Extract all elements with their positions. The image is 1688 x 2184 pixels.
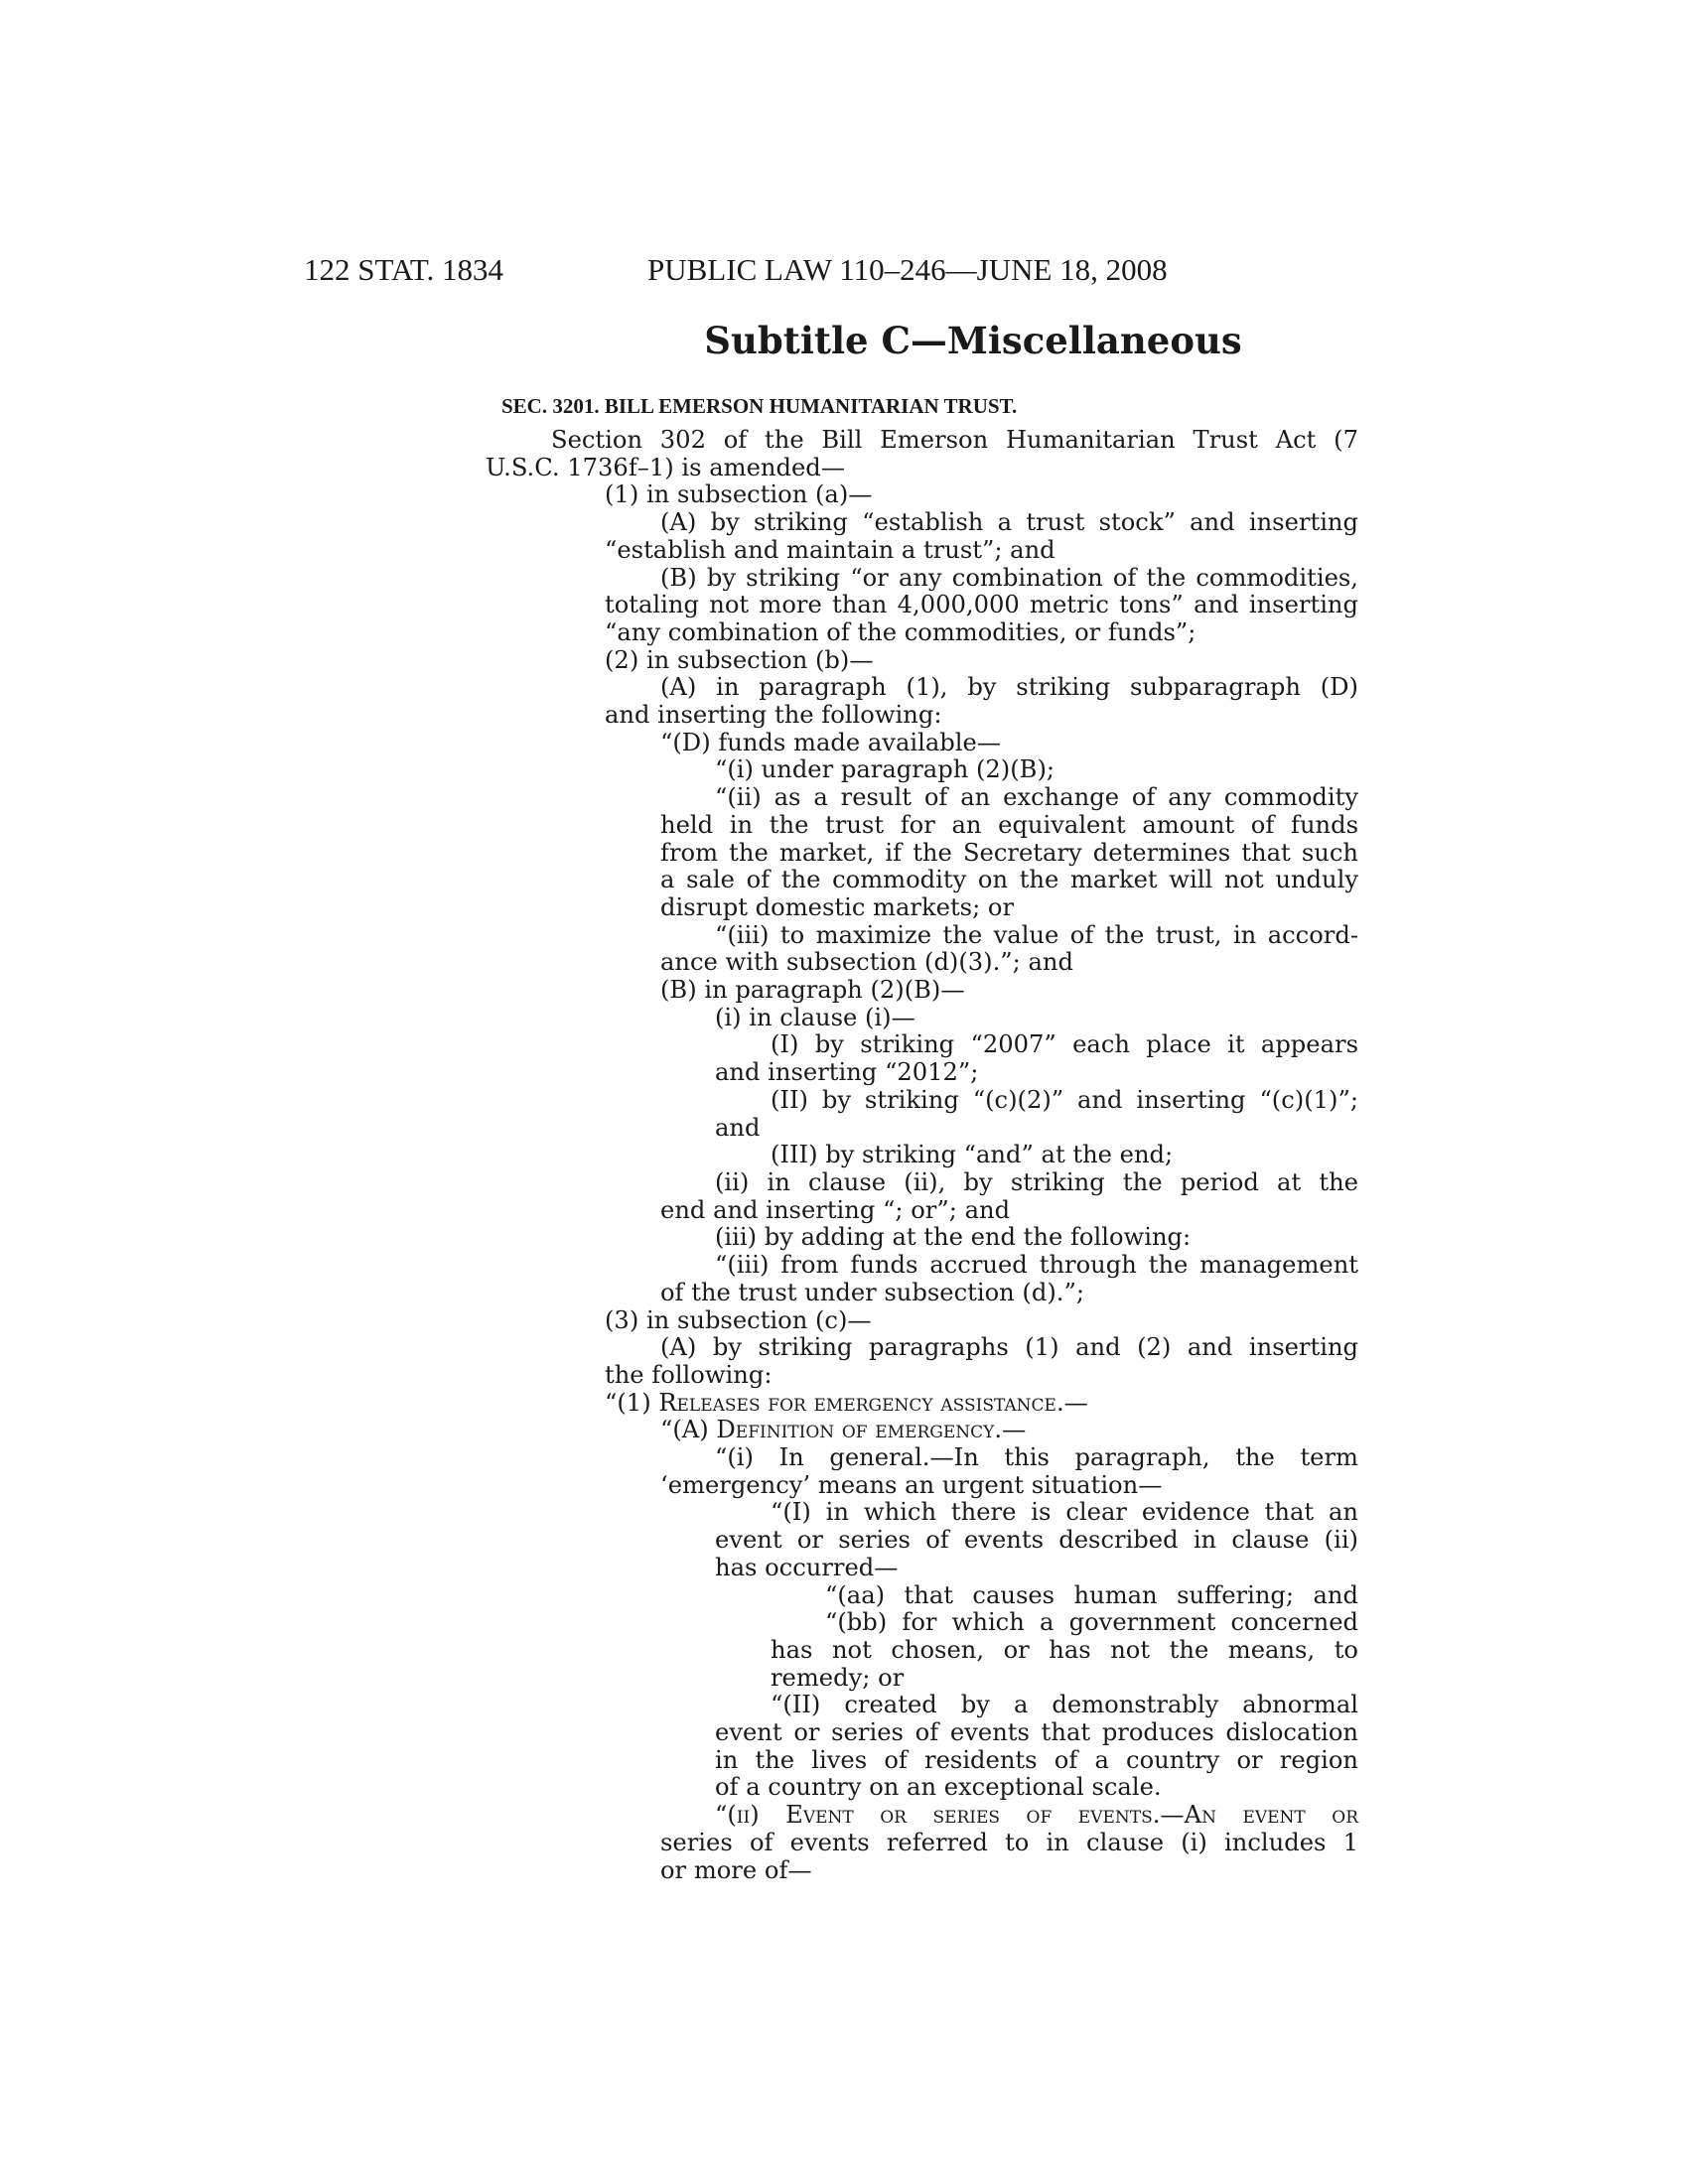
text-line: ‘emergency’ means an urgent situation— — [660, 1470, 1163, 1499]
text-line: disrupt domestic markets; or — [660, 892, 1015, 921]
text-line: “(iii) to maximize the value of the trust, in accord- — [715, 920, 1358, 949]
text-line: (1) in subsection (a)— — [605, 480, 873, 509]
text-line: “(ii) Event or series of events.—An event or — [715, 1801, 1358, 1830]
text-line: “establish and maintain a trust”; and — [605, 535, 1055, 564]
text-line: remedy; or — [771, 1663, 905, 1692]
text-line: (A) by striking paragraphs (1) and (2) and inserting — [660, 1333, 1358, 1362]
text-line: “(i) In general.—In this paragraph, the term — [715, 1443, 1358, 1472]
text-line: from the market, if the Secretary determines that such — [660, 838, 1358, 867]
text-line: held in the trust for an equivalent amount of funds — [660, 810, 1358, 839]
text-line: Section 302 of the Bill Emerson Humanitarian Trust Act (7 — [551, 426, 1358, 454]
text-line: or more of— — [660, 1855, 812, 1884]
text-line: event or series of events that produces dislocation — [715, 1718, 1358, 1747]
text-line: (B) in paragraph (2)(B)— — [660, 976, 965, 1005]
text-line: in the lives of residents of a country or region — [715, 1745, 1358, 1774]
text-line: “(I) in which there is clear evidence that an — [771, 1498, 1358, 1527]
text-line: of a country on an exceptional scale. — [715, 1773, 1162, 1802]
running-header — [0, 250, 1688, 290]
text-line: “(ii) as a result of an exchange of any commodity — [715, 783, 1358, 812]
subtitle-heading — [0, 316, 1688, 365]
subtitle-text: Subtitle C—Miscellaneous — [704, 319, 1242, 362]
text-line: “(D) funds made available— — [660, 728, 1001, 756]
text-line: and inserting “2012”; — [715, 1058, 979, 1087]
text-line: “(1) Releases for emergency assistance.— — [605, 1388, 1088, 1417]
section-heading: SEC. 3201. BILL EMERSON HUMANITARIAN TRUST. — [501, 394, 1018, 418]
text-line: “(bb) for which a government concerned — [825, 1608, 1358, 1637]
text-line: (iii) by adding at the end the following: — [715, 1223, 1192, 1252]
text-line: end and inserting “; or”; and — [660, 1195, 1011, 1224]
text-line: “(A) Definition of emergency.— — [660, 1416, 1027, 1444]
text-line: U.S.C. 1736f–1) is amended— — [486, 453, 845, 481]
text-line: (I) by striking “2007” each place it appears — [771, 1030, 1358, 1059]
text-line: “(aa) that causes human suffering; and — [825, 1580, 1358, 1609]
text-line: ance with subsection (d)(3).”; and — [660, 948, 1073, 977]
text-line: (A) by striking “establish a trust stock” and inserting — [660, 508, 1358, 537]
text-line: (i) in clause (i)— — [715, 1003, 915, 1031]
text-line: (B) by striking “or any combination of the commodities, — [660, 563, 1358, 592]
text-line: totaling not more than 4,000,000 metric tons” and inserting — [605, 591, 1358, 619]
text-line: (A) in paragraph (1), by striking subparagraph (D) — [660, 673, 1358, 702]
text-line: (3) in subsection (c)— — [605, 1305, 872, 1334]
text-line: a sale of the commodity on the market will not unduly — [660, 866, 1358, 894]
statute-page-number: 122 STAT. 1834 — [304, 252, 504, 287]
text-line: has occurred— — [715, 1553, 899, 1581]
text-line: “(II) created by a demonstrably abnormal — [771, 1691, 1358, 1719]
text-line: “any combination of the commodities, or funds”; — [605, 617, 1196, 646]
text-line: and inserting the following: — [605, 701, 942, 730]
text-line: (II) by striking “(c)(2)” and inserting “(c)(1)”; — [771, 1085, 1358, 1114]
text-line: “(iii) from funds accrued through the management — [715, 1251, 1358, 1280]
section-body — [0, 427, 1688, 1884]
text-line: of the trust under subsection (d).”; — [660, 1278, 1084, 1306]
text-line: the following: — [605, 1360, 773, 1389]
text-line: event or series of events described in clause (ii) — [715, 1526, 1358, 1555]
text-line: (2) in subsection (b)— — [605, 645, 874, 674]
text-line: and — [715, 1113, 761, 1142]
text-line: (ii) in clause (ii), by striking the period at the — [715, 1167, 1358, 1196]
text-line: (III) by striking “and” at the end; — [771, 1141, 1174, 1169]
text-line: series of events referred to in clause (i) includes 1 — [660, 1828, 1358, 1856]
text-line: “(i) under paragraph (2)(B); — [715, 755, 1055, 784]
text-line: has not chosen, or has not the means, to — [771, 1635, 1358, 1664]
public-law-citation: PUBLIC LAW 110–246—JUNE 18, 2008 — [647, 252, 1168, 287]
